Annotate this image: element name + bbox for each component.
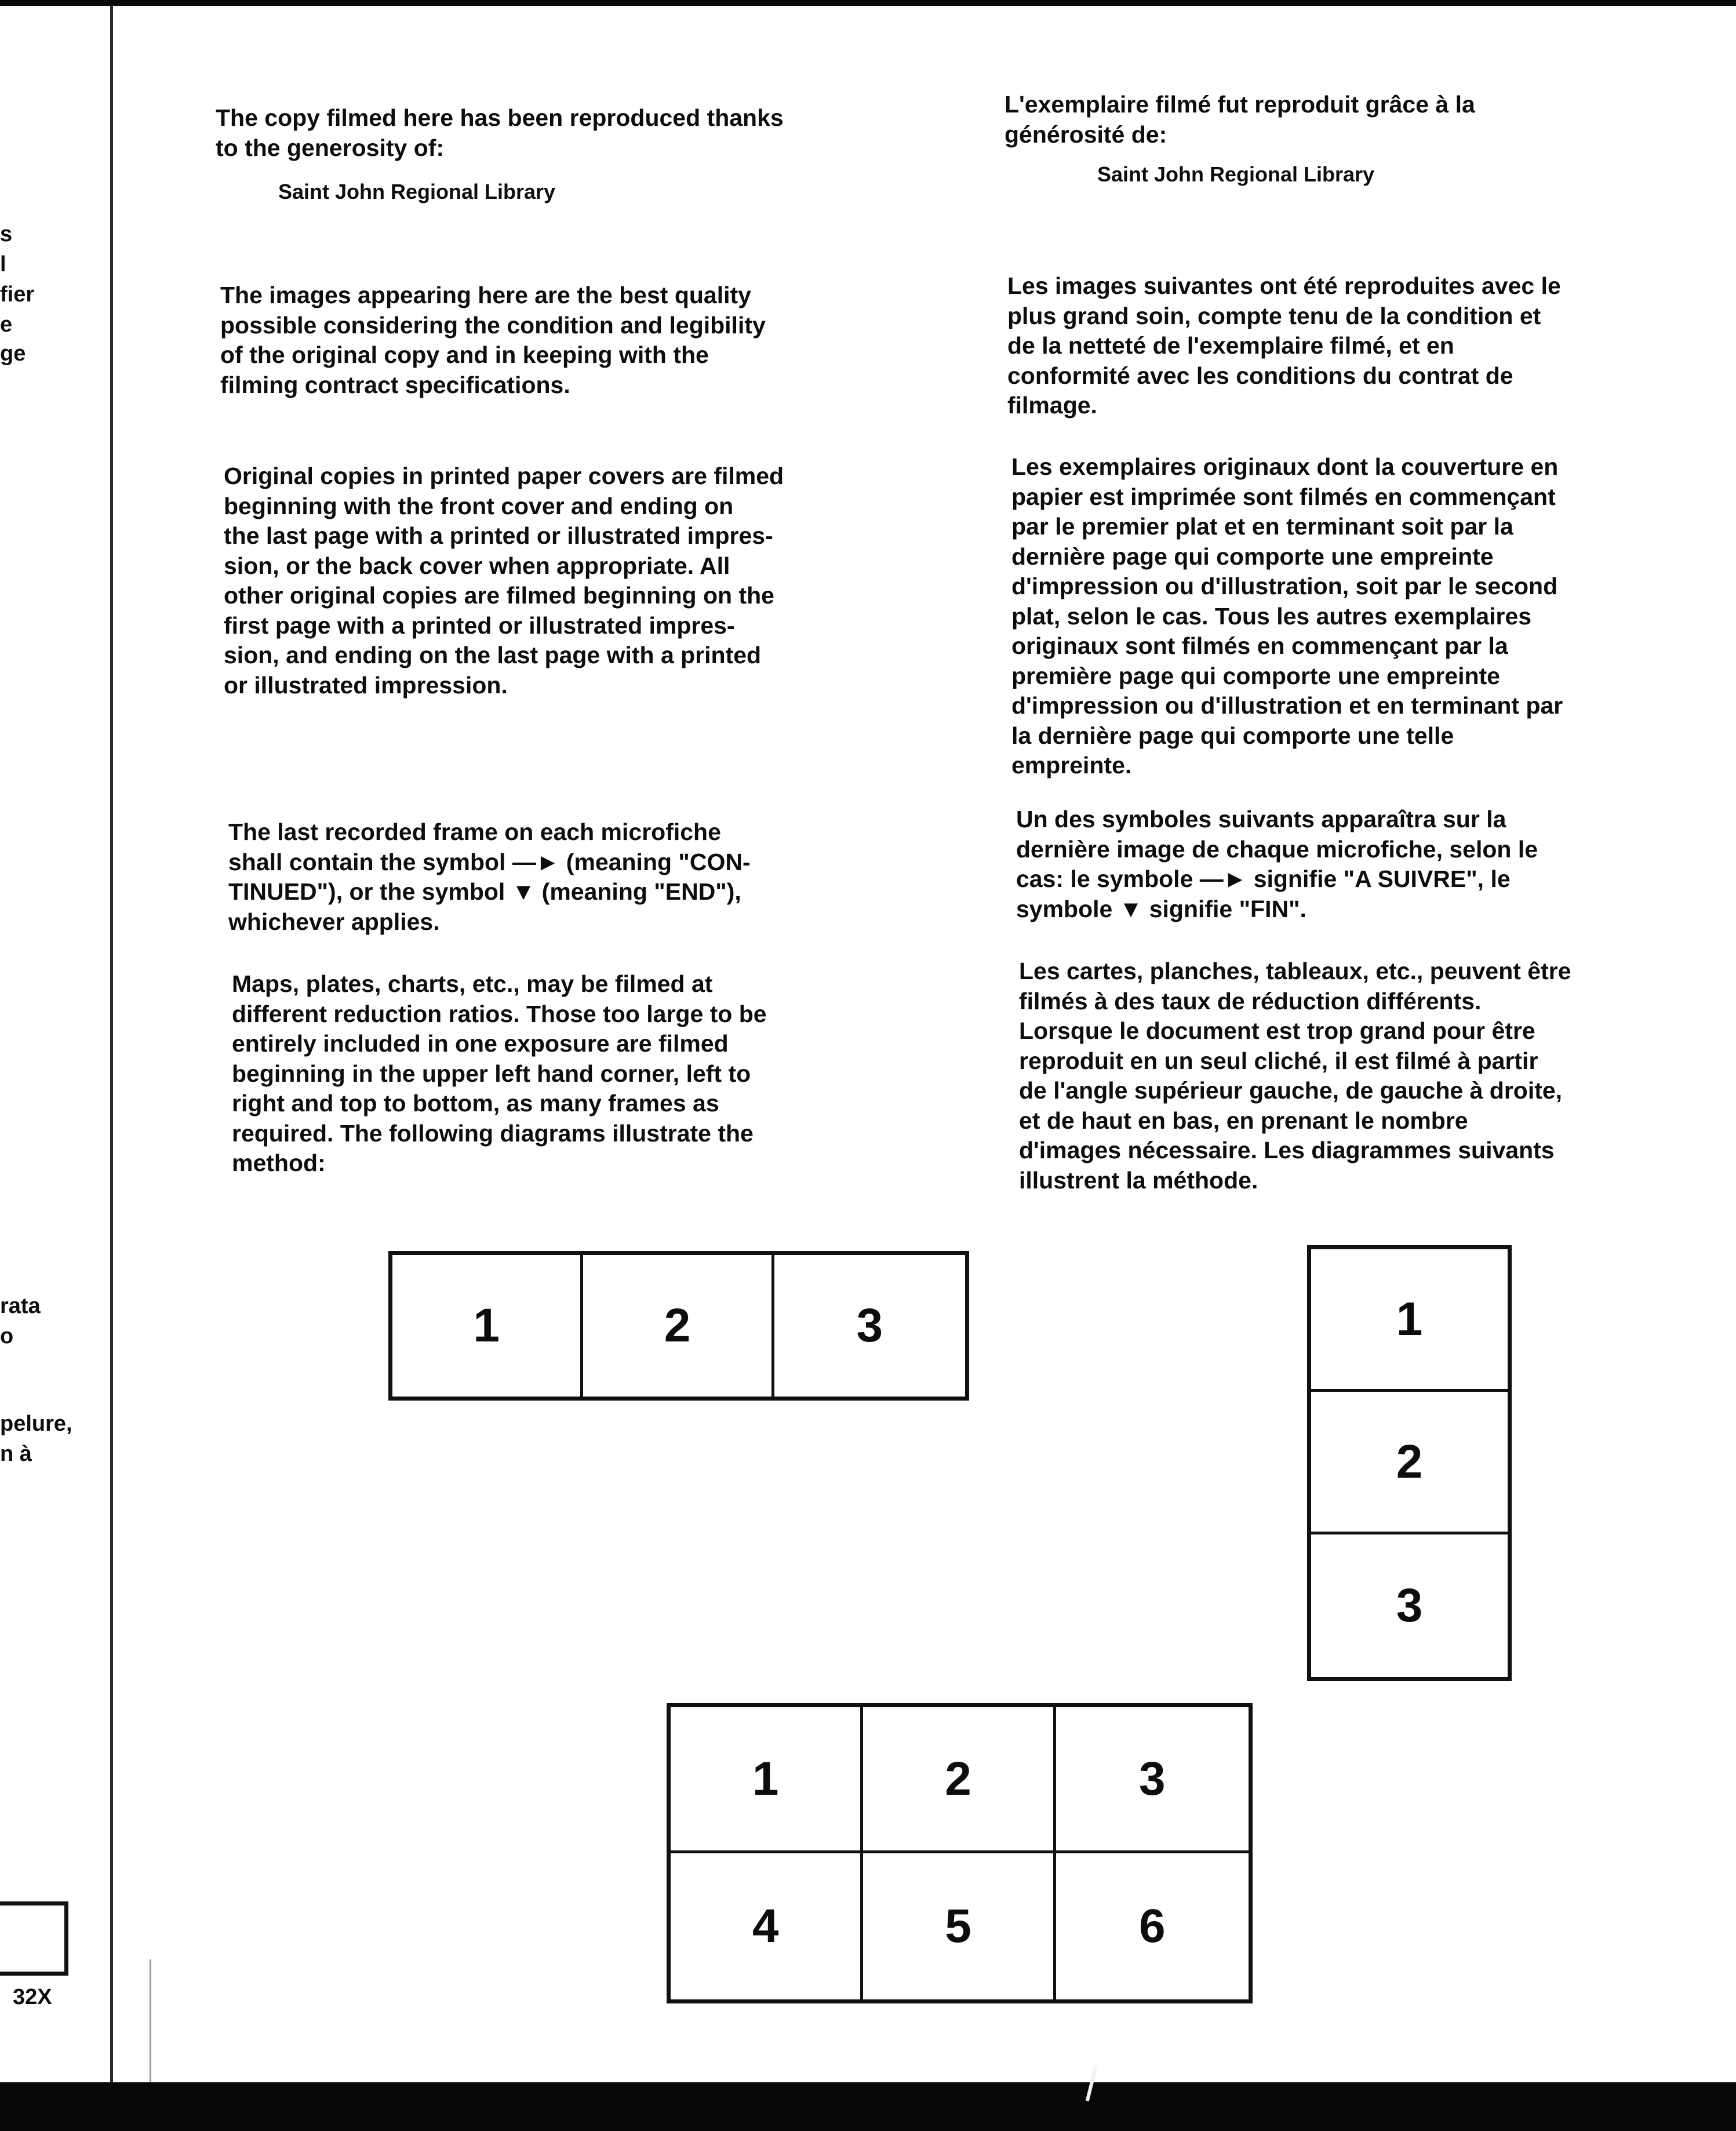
fragment-line: e (0, 312, 13, 337)
fragment-line: ge (0, 341, 26, 366)
french-originals-paragraph: Les exemplaires originaux dont la couverture en papier est imprimée sont filmés en commençant par le premier plat et en terminant soit par la dernière page qui comporte une empreinte d'impression ou d'illustration, soit par le second plat, selon le cas. Tous les autres exemplaires originaux sont filmés en commençant par la première page qui comporte une empreinte d'impression ou d'illustration et en terminant par la dernière page qui comporte une telle empreinte. (1011, 453, 1563, 779)
fragment-line: n à (0, 1442, 32, 1466)
page-fold (150, 1959, 151, 2082)
fragment-line: fier (0, 282, 35, 307)
frame-cell: 2 (863, 1707, 1056, 1853)
page-edge (110, 6, 113, 2082)
reduction-label: 32X (13, 1985, 52, 2009)
diagram-grid (667, 1703, 1253, 2003)
english-symbols-paragraph: The last recorded frame on each microfiche shall contain the symbol —► (meaning "CON- TINUED"), or the symbol ▼ (meaning "END"), whichever applies. (228, 819, 751, 935)
frame-cell: 4 (671, 1853, 863, 1999)
fragment-line: s (0, 222, 13, 246)
english-originals-paragraph: Original copies in printed paper covers are filmed beginning with the front cover and ending on the last page with a printed or illustrated impres- sion, or the back cover when appropriate. All other original copies are filmed beginning on the first page with a printed or illustrated impres- sion, and ending on the last page with a printed or illustrated impression. (224, 463, 784, 699)
frame-cell: 6 (1139, 1900, 1166, 1952)
french-library-name: Saint John Regional Library (1097, 162, 1375, 186)
english-credit-intro: The copy filmed here has been reproduced thanks to the generosity of: (216, 104, 784, 161)
frame-cell: 2 (1311, 1392, 1508, 1534)
french-quality-paragraph: Les images suivantes ont été reproduites avec le plus grand soin, compte tenu de la condition et de la netteté de l'exemplaire filmé, et en conformité avec les conditions du contrat de filmage. (1007, 272, 1561, 419)
frame-cell: 1 (1311, 1249, 1508, 1392)
frame-cell: 5 (863, 1853, 1056, 1999)
english-maps-paragraph: Maps, plates, charts, etc., may be filmed at different reduction ratios. Those too large to be entirely included in one exposure are filmed beginning in the upper left hand corner, left to right and top to bottom, as many frames as required. The following diagrams illustrate the method: (232, 970, 767, 1176)
diagram-vertical (1307, 1245, 1512, 1681)
french-symbols-paragraph: Un des symboles suivants apparaîtra sur la dernière image de chaque microfiche, selon le cas: le symbole —► signifie "A SUIVRE", le symbole ▼ signifie "FIN". (1016, 806, 1538, 922)
frame-cell: 3 (856, 1299, 883, 1352)
bottom-border (0, 2082, 1736, 2131)
french-maps-paragraph: Les cartes, planches, tableaux, etc., peuvent être filmés à des taux de réduction différents. Lorsque le document est trop grand pour être reproduit en un seul cliché, il est filmé à partir de l'angle supérieur gauche, de gauche à droite, et de haut en bas, en prenant le nombre d'images nécessaire. Les diagrammes suivants illustrent la méthode. (1019, 958, 1571, 1194)
fragment-line: l (0, 252, 6, 277)
frame-cell: 2 (583, 1255, 774, 1397)
fragment-line: pelure, (0, 1412, 72, 1436)
frame-cell: 1 (392, 1255, 583, 1397)
diagram-horizontal (388, 1251, 969, 1401)
fragment-line: o (0, 1324, 14, 1348)
frame-cell: 1 (671, 1707, 863, 1853)
english-library-name: Saint John Regional Library (278, 180, 556, 203)
reduction-box (0, 1901, 68, 1976)
english-quality-paragraph: The images appearing here are the best quality possible considering the condition and legibility of the original copy and in keeping with the filming contract specifications. (220, 282, 766, 398)
frame-cell: 3 (1396, 1579, 1423, 1632)
top-border (0, 0, 1736, 6)
fragment-line: rata (0, 1294, 41, 1318)
french-credit-intro: L'exemplaire filmé fut reproduit grâce à la générosité de: (1005, 91, 1475, 148)
frame-cell: 3 (1056, 1707, 1249, 1853)
